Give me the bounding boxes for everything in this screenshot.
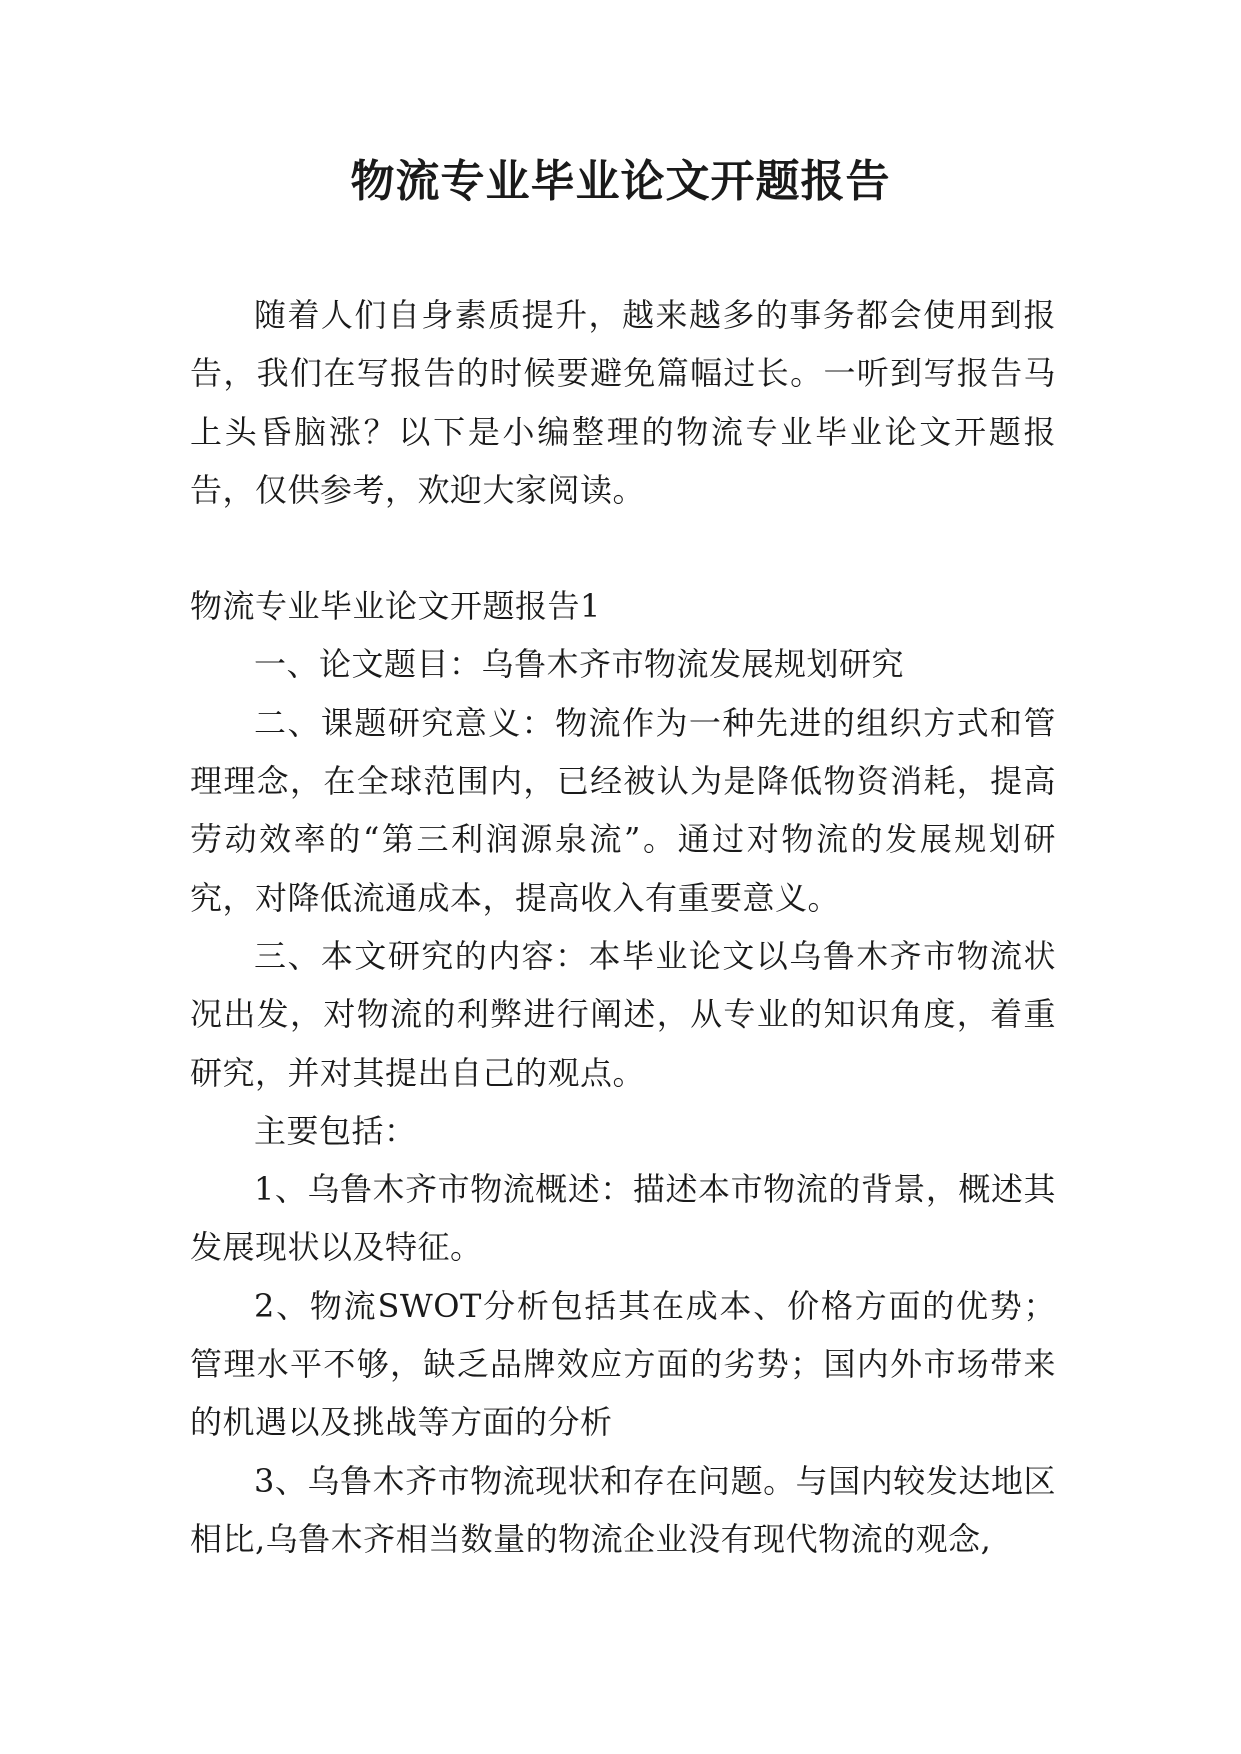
- paragraph-significance: 二、课题研究意义：物流作为一种先进的组织方式和管理理念，在全球范围内，已经被认为是降低物资消耗，提高劳动效率的“第三利润源泉流”。通过对物流的发展规划研究，对降低流通成本，提高收入有重要意义。: [190, 703, 1056, 917]
- paragraph-item-1: 1、乌鲁木齐市物流概述：描述本市物流的背景，概述其发展现状以及特征。: [190, 1170, 1056, 1267]
- paragraph-content: 三、本文研究的内容：本毕业论文以乌鲁木齐市物流状况出发，对物流的利弊进行阐述，从专业的知识角度，着重研究，并对其提出自己的观点。: [190, 936, 1056, 1092]
- document-body: [190, 286, 1056, 1568]
- paragraph-item-2: 2、物流SWOT分析包括其在成本、价格方面的优势；管理水平不够，缺乏品牌效应方面的劣势；国内外市场带来的机遇以及挑战等方面的分析: [190, 1286, 1056, 1442]
- paragraph-includes: 主要包括：: [254, 1111, 417, 1150]
- paragraph-spacer: [190, 519, 1056, 577]
- intro-paragraph: 随着人们自身素质提升，越来越多的事务都会使用到报告，我们在写报告的时候要避免篇幅过长。一听到写报告马上头昏脑涨？以下是小编整理的物流专业毕业论文开题报告，仅供参考，欢迎大家阅读。: [190, 296, 1056, 509]
- section-heading: 物流专业毕业论文开题报告1: [190, 587, 601, 626]
- paragraph-item-3: 3、乌鲁木齐市物流现状和存在问题。与国内较发达地区相比,乌鲁木齐相当数量的物流企业没有现代物流的观念,: [190, 1461, 1056, 1558]
- paragraph-thesis-title: 一、论文题目：乌鲁木齐市物流发展规划研究: [254, 645, 905, 684]
- document-title: 物流专业毕业论文开题报告: [350, 156, 891, 207]
